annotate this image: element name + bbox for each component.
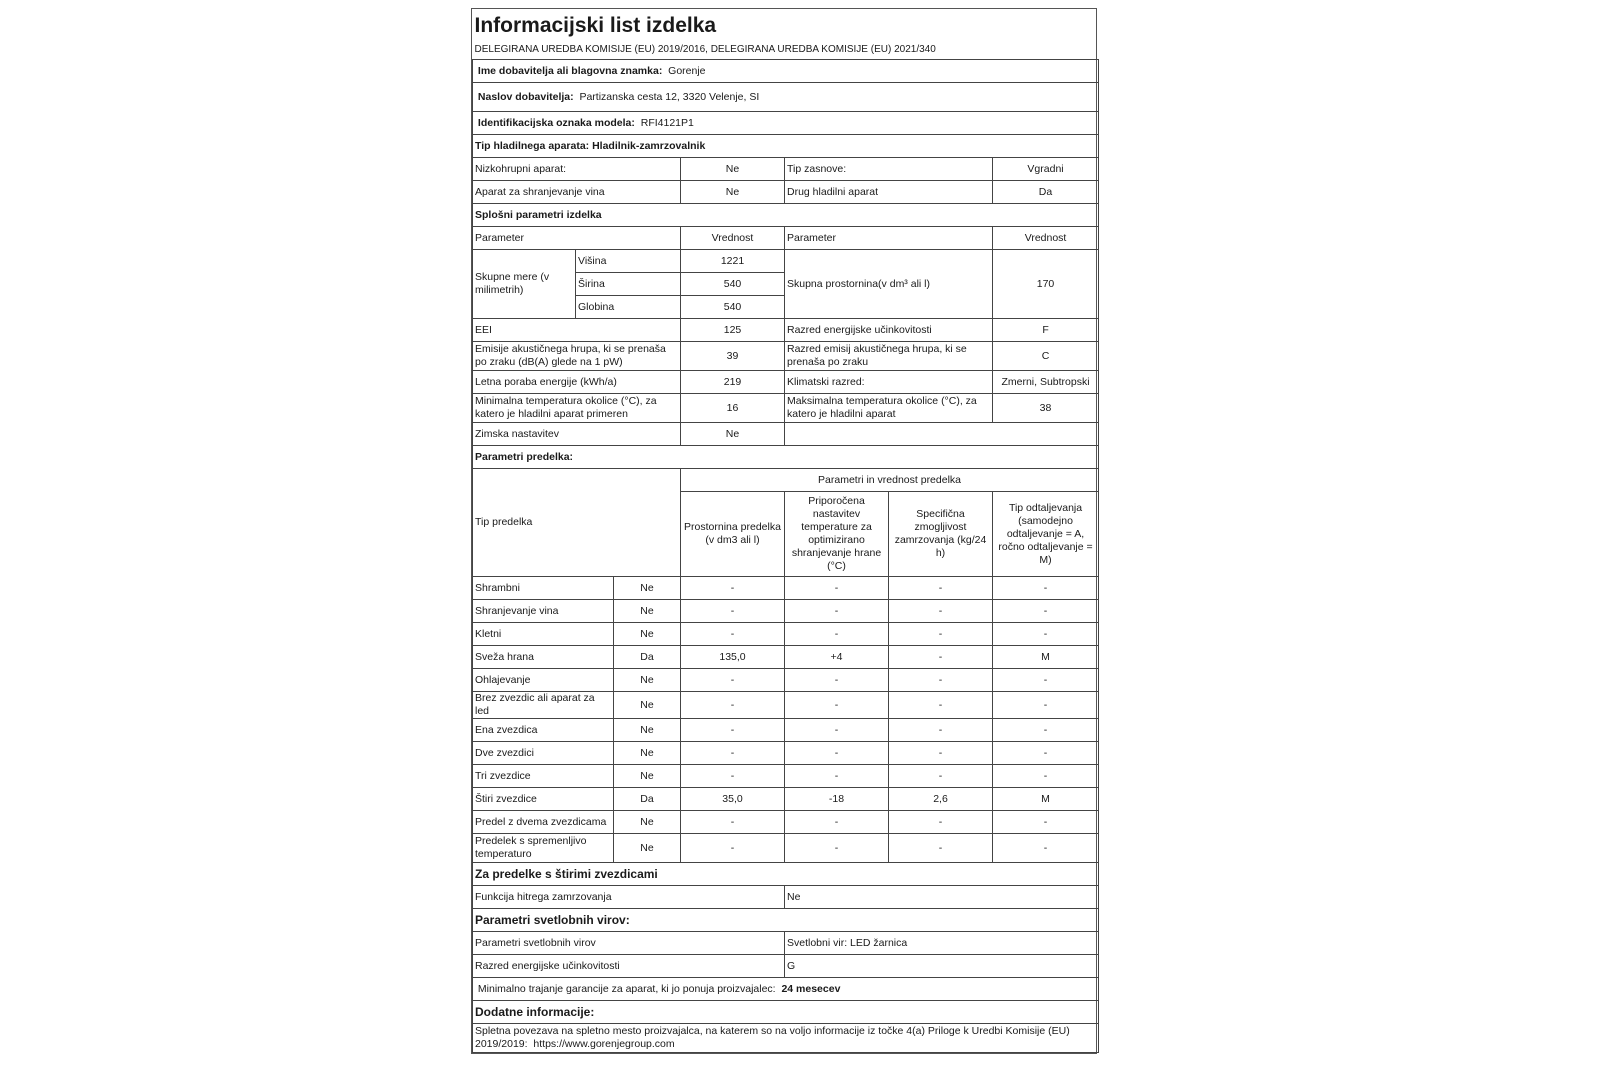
four-star-heading: Za predelke s štirimi zvezdicami: [473, 863, 1099, 886]
param-label: Minimalna temperatura okolice (°C), za katero je hladilni aparat primeren: [473, 394, 681, 423]
column-header: Specifična zmogljivost zamrzovanja (kg/24 h): [889, 492, 993, 577]
additional-heading: Dodatne informacije:: [473, 1001, 1099, 1024]
compartment-present: Da: [614, 646, 681, 669]
compartment-name: Ena zvezdica: [473, 719, 614, 742]
param-row: [473, 394, 1099, 423]
compartment-name: Štiri zvezdice: [473, 788, 614, 811]
compartment-volume: -: [681, 623, 785, 646]
light-value: Svetlobni vir: LED žarnica: [785, 932, 1099, 955]
compartment-name: Kletni: [473, 623, 614, 646]
compartment-volume: -: [681, 811, 785, 834]
compartment-defrost: -: [993, 811, 1099, 834]
param-label: [785, 423, 1099, 446]
compartment-defrost: -: [993, 742, 1099, 765]
dimension-value: 1221: [681, 250, 785, 273]
param-label: Klimatski razred:: [785, 371, 993, 394]
compartment-present: Ne: [614, 742, 681, 765]
compartment-volume: 35,0: [681, 788, 785, 811]
column-header: Vrednost: [993, 227, 1099, 250]
model-label: Identifikacijska oznaka modela:: [477, 116, 635, 129]
compartment-row: [473, 692, 1099, 719]
compartment-temp: -: [785, 692, 889, 719]
compartment-temp: +4: [785, 646, 889, 669]
compartment-freeze: -: [889, 600, 993, 623]
compartment-row: [473, 811, 1099, 834]
compartment-group-header: [473, 469, 1099, 492]
model-value: RFI4121P1: [640, 116, 694, 129]
compartment-defrost: M: [993, 788, 1099, 811]
fast-freeze-value: Ne: [785, 886, 1099, 909]
compartment-present: Ne: [614, 669, 681, 692]
compartment-volume: -: [681, 692, 785, 719]
warranty-value: 24 mesecev: [781, 982, 841, 995]
compartment-freeze: -: [889, 811, 993, 834]
column-header: Prostornina predelka (v dm3 ali l): [681, 492, 785, 577]
compartment-defrost: -: [993, 623, 1099, 646]
column-header: Parametri in vrednost predelka: [681, 469, 1099, 492]
type-value: Vgradni: [993, 158, 1099, 181]
compartment-name: Predel z dvema zvezdicama: [473, 811, 614, 834]
param-label: Emisije akustičnega hrupa, ki se prenaša po zraku (dB(A) glede na 1 pW): [473, 342, 681, 371]
supplier-row: [473, 60, 1099, 83]
compartment-freeze: -: [889, 742, 993, 765]
type-label: Aparat za shranjevanje vina: [473, 181, 681, 204]
param-row: [473, 423, 1099, 446]
compartment-temp: -: [785, 811, 889, 834]
column-header: Parameter: [785, 227, 993, 250]
compartment-volume: -: [681, 669, 785, 692]
compartment-name: Sveža hrana: [473, 646, 614, 669]
param-value: 125: [681, 319, 785, 342]
compartment-defrost: -: [993, 600, 1099, 623]
compartment-freeze: -: [889, 646, 993, 669]
compartment-present: Ne: [614, 719, 681, 742]
compartment-freeze: -: [889, 719, 993, 742]
dimension-row: [473, 250, 1099, 273]
additional-text: Spletna povezava na spletno mesto proizvajalca, na katerem so na voljo informacije iz točke 4(a) Priloge k Uredbi Komisije (EU) 2019/2019:: [475, 1025, 1070, 1050]
param-row: [473, 371, 1099, 394]
compartment-present: Ne: [614, 834, 681, 863]
compartment-row: [473, 577, 1099, 600]
param-value: 16: [681, 394, 785, 423]
type-label: Drug hladilni aparat: [785, 181, 993, 204]
compartment-volume: -: [681, 742, 785, 765]
compartment-temp: -: [785, 577, 889, 600]
compartment-temp: -18: [785, 788, 889, 811]
light-row: [473, 955, 1099, 978]
compartment-temp: -: [785, 834, 889, 863]
model-row: [473, 112, 1099, 135]
param-value: 38: [993, 394, 1099, 423]
type-row: [473, 158, 1099, 181]
compartment-name: Shrambni: [473, 577, 614, 600]
compartment-freeze: -: [889, 765, 993, 788]
param-value: 39: [681, 342, 785, 371]
compartment-temp: -: [785, 623, 889, 646]
light-heading: Parametri svetlobnih virov:: [473, 909, 1099, 932]
compartment-defrost: M: [993, 646, 1099, 669]
param-value: C: [993, 342, 1099, 371]
general-heading: Splošni parametri izdelka: [473, 204, 1099, 227]
compartment-freeze: -: [889, 623, 993, 646]
address-label: Naslov dobavitelja:: [477, 90, 574, 103]
regulation-text: DELEGIRANA UREDBA KOMISIJE (EU) 2019/2016, DELEGIRANA UREDBA KOMISIJE (EU) 2021/340: [473, 39, 1099, 60]
four-star-row: [473, 886, 1099, 909]
compartment-name: Ohlajevanje: [473, 669, 614, 692]
compartment-temp: -: [785, 669, 889, 692]
compartment-temp: -: [785, 600, 889, 623]
param-label: Zimska nastavitev: [473, 423, 681, 446]
compartment-defrost: -: [993, 765, 1099, 788]
supplier-value: Gorenje: [668, 64, 706, 77]
compartment-volume: 135,0: [681, 646, 785, 669]
compartment-present: Ne: [614, 765, 681, 788]
compartment-row: [473, 834, 1099, 863]
column-header: Parameter: [473, 227, 681, 250]
type-label: Nizkohrupni aparat:: [473, 158, 681, 181]
compartment-freeze: -: [889, 669, 993, 692]
dimension-label: Širina: [576, 273, 681, 296]
total-volume-value: 170: [993, 250, 1099, 319]
compartment-name: Predelek s spremenljivo temperaturo: [473, 834, 614, 863]
supplier-label: Ime dobavitelja ali blagovna znamka:: [477, 64, 663, 77]
compartment-row: [473, 742, 1099, 765]
param-label: Razred emisij akustičnega hrupa, ki se prenaša po zraku: [785, 342, 993, 371]
dimension-value: 540: [681, 273, 785, 296]
type-row: [473, 181, 1099, 204]
product-information-sheet: [471, 8, 1097, 1054]
compartment-volume: -: [681, 765, 785, 788]
compartment-temp: -: [785, 719, 889, 742]
compartment-row: [473, 646, 1099, 669]
compartment-row: [473, 623, 1099, 646]
address-row: [473, 83, 1099, 112]
compartment-freeze: 2,6: [889, 788, 993, 811]
address-value: Partizanska cesta 12, 3320 Velenje, SI: [579, 90, 760, 103]
page-title: Informacijski list izdelka: [474, 14, 717, 37]
param-label: Maksimalna temperatura okolice (°C), za katero je hladilni aparat: [785, 394, 993, 423]
dimensions-label: Skupne mere (v milimetrih): [473, 250, 576, 319]
light-row: [473, 932, 1099, 955]
param-label: Letna poraba energije (kWh/a): [473, 371, 681, 394]
compartment-present: Ne: [614, 600, 681, 623]
param-label: Razred energijske učinkovitosti: [785, 319, 993, 342]
compartment-volume: -: [681, 600, 785, 623]
additional-row: [473, 1024, 1099, 1053]
column-header: Tip predelka: [473, 469, 681, 577]
type-label: Tip zasnove:: [785, 158, 993, 181]
light-label: Razred energijske učinkovitosti: [473, 955, 785, 978]
general-header-row: [473, 227, 1099, 250]
compartment-present: Da: [614, 788, 681, 811]
dimension-label: Globina: [576, 296, 681, 319]
compartment-freeze: -: [889, 834, 993, 863]
warranty-label: Minimalno trajanje garancije za aparat, ki jo ponuja proizvajalec:: [477, 982, 776, 995]
dimension-label: Višina: [576, 250, 681, 273]
compartment-volume: -: [681, 577, 785, 600]
param-value: 219: [681, 371, 785, 394]
column-header: Vrednost: [681, 227, 785, 250]
compartment-defrost: -: [993, 719, 1099, 742]
compartment-freeze: -: [889, 692, 993, 719]
compartment-name: Brez zvezdic ali aparat za led: [473, 692, 614, 719]
param-row: [473, 342, 1099, 371]
compartment-defrost: -: [993, 669, 1099, 692]
compartment-row: [473, 719, 1099, 742]
type-value: Ne: [681, 158, 785, 181]
compartment-present: Ne: [614, 577, 681, 600]
compartment-row: [473, 765, 1099, 788]
compartment-volume: -: [681, 834, 785, 863]
compartment-present: Ne: [614, 692, 681, 719]
compartment-temp: -: [785, 765, 889, 788]
compartment-freeze: -: [889, 577, 993, 600]
compartments-heading: Parametri predelka:: [473, 446, 1099, 469]
warranty-row: [473, 978, 1099, 1001]
appliance-type: Tip hladilnega aparata: Hladilnik-zamrzovalnik: [473, 135, 1099, 158]
param-value: Ne: [681, 423, 785, 446]
compartment-row: [473, 788, 1099, 811]
param-value: F: [993, 319, 1099, 342]
compartment-temp: -: [785, 742, 889, 765]
dimension-value: 540: [681, 296, 785, 319]
compartment-name: Tri zvezdice: [473, 765, 614, 788]
column-header: Tip odtaljevanja (samodejno odtaljevanje = A, ročno odtaljevanje = M): [993, 492, 1099, 577]
param-value: Zmerni, Subtropski: [993, 371, 1099, 394]
compartment-defrost: -: [993, 692, 1099, 719]
compartment-name: Dve zvezdici: [473, 742, 614, 765]
manufacturer-link[interactable]: https://www.gorenjegroup.com: [533, 1038, 675, 1050]
fast-freeze-label: Funkcija hitrega zamrzovanja: [473, 886, 785, 909]
info-table: [472, 9, 1099, 1053]
param-label: EEI: [473, 319, 681, 342]
param-row: [473, 319, 1099, 342]
compartment-defrost: -: [993, 577, 1099, 600]
compartment-volume: -: [681, 719, 785, 742]
compartment-present: Ne: [614, 811, 681, 834]
compartment-defrost: -: [993, 834, 1099, 863]
light-value: G: [785, 955, 1099, 978]
total-volume-label: Skupna prostornina(v dm³ ali l): [785, 250, 993, 319]
compartment-row: [473, 669, 1099, 692]
type-value: Ne: [681, 181, 785, 204]
compartment-row: [473, 600, 1099, 623]
column-header: Priporočena nastavitev temperature za optimizirano shranjevanje hrane (°C): [785, 492, 889, 577]
compartment-name: Shranjevanje vina: [473, 600, 614, 623]
type-value: Da: [993, 181, 1099, 204]
compartment-present: Ne: [614, 623, 681, 646]
light-label: Parametri svetlobnih virov: [473, 932, 785, 955]
